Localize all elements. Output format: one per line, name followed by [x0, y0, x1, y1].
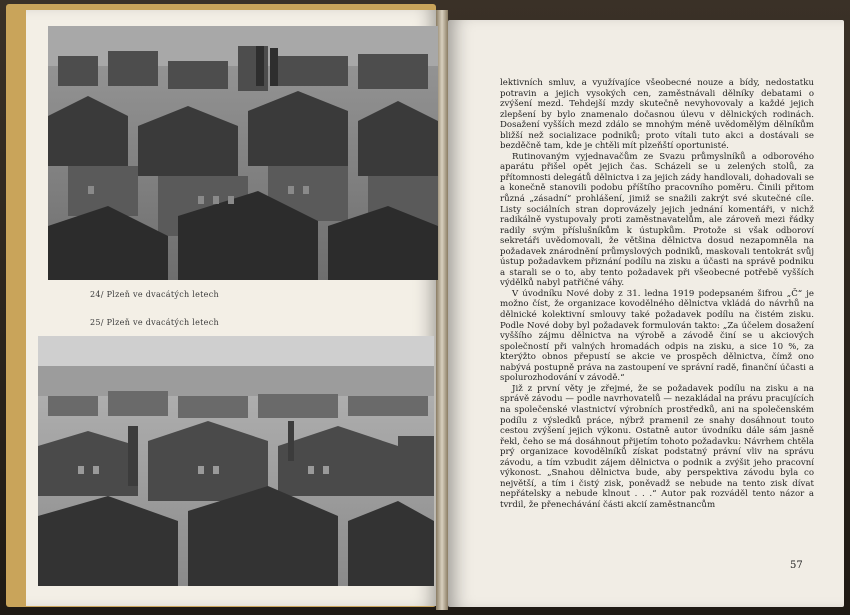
page-number: 57 [790, 560, 803, 571]
photo-plzen-25 [38, 336, 434, 586]
body-text [500, 78, 814, 510]
caption-photo-24: 24/ Plzeň ve dvacátých letech [90, 290, 219, 299]
paragraph: Již z první věty je zřejmé, že se požadavek podílu na zisku a na správě závodu — podle navrhovatelů — nezakládal na právu pracujících na společenské vlastnictví výrobních prostředků, ani na společenském podílu z výsledků práce, nýbrž pramenil ze snahy dosáhnout touto cestou zvýšení jejich výkonu. Ostatně autor úvodníku dále sám jasně řekl, čeho se má dosáhnout přijetím tohoto požadavku: Návrhem chtěla prý organizace kovodělníků získat podstatný právní vliv na správu závodu, a tím vzbudit zájem dělnictva o podnik a zvýšit jeho pracovní výkonost. „Snahou dělnictva bude, aby perspektiva závodu byla co největší, a tím i čistý zisk, poněvadž se nebude na tento zisk dívat nepřátelsky a nebude klnout . . .“ Autor pak rozváděl tento názor a tvrdil, že přenechávání části akcií zaměstnancům [500, 383, 814, 510]
paragraph: lektivních smluv, a využívajíce všeobecné nouze a bídy, nedostatku potravin a jejich vysokých cen, zaměstnávali dělníky debatami o zvýšení mezd. Tehdejší mzdy skutečně nevyhovovaly a každé jejich zlepšení by bylo znamenalo dočasnou úlevu v dělnických rodinách. Dosažení vyšších mezd zdálo se mnohým méně uvědomělým dělníkům bližší než socializace podniků; proto vítali tuto akci a dostávali se bezděčně tam, kde je chtěli mít plzeňští oportunisté. [500, 78, 814, 152]
paragraph: Rutinovaným vyjednavačům ze Svazu průmyslníků a odborového aparátu přišel opět jejich čas. Scházeli se u zelených stolů, za přítomnosti delegátů dělnictva i za jejich zády handlovali, dohadovali se a konečně stanovili podobu příštího pracovního poměru. Činili přitom různá „zásadní“ prohlášení, jimiž se snažili zakrýt své skutečné cíle. Listy sociálních stran doprovázely jejich jednání komentáři, v nichž radikálně vystupovaly proti zaměstnavatelům, ale zároveň mezi řádky radily svým příslušníkům k ústupkům. Protože si však odboroví sekretáři uvědomovali, že většina dělnictva dosud nezapomněla na požadavek znárodnění průmyslových podniků, maskovali tentokrát svůj ústup požadavkem přiznání podílu na zisku a účasti na správě podniku a starali se o to, aby tento požadavek při všeobecné potřebě vyšších výdělků nabyl patřičné váhy. [500, 151, 814, 289]
caption-photo-25: 25/ Plzeň ve dvacátých letech [90, 318, 219, 327]
photo-plzen-24 [48, 26, 438, 280]
paragraph: V úvodníku Nové doby z 31. ledna 1919 podepsaném šifrou „Č“ je možno číst, že organizace kovodělného dělnictva vkládá do návrhů na dělnické kolektivní smlouvy také požadavek podílu na čistém zisku. Podle Nové doby byl požadavek formulován takto: „Za účelem dosažení vyššího zájmu dělnictva na výrobě a závodě činí se u akciových společností při valných hromadách odpis na zisku, a sice 10 %, za kterýžto obnos přepustí se akcie ve prospěch dělnictva, čímž ono nabývá postupně práva na zastoupení ve správní radě, finanční účasti a spolurozhodování v závodě.“ [500, 288, 814, 384]
